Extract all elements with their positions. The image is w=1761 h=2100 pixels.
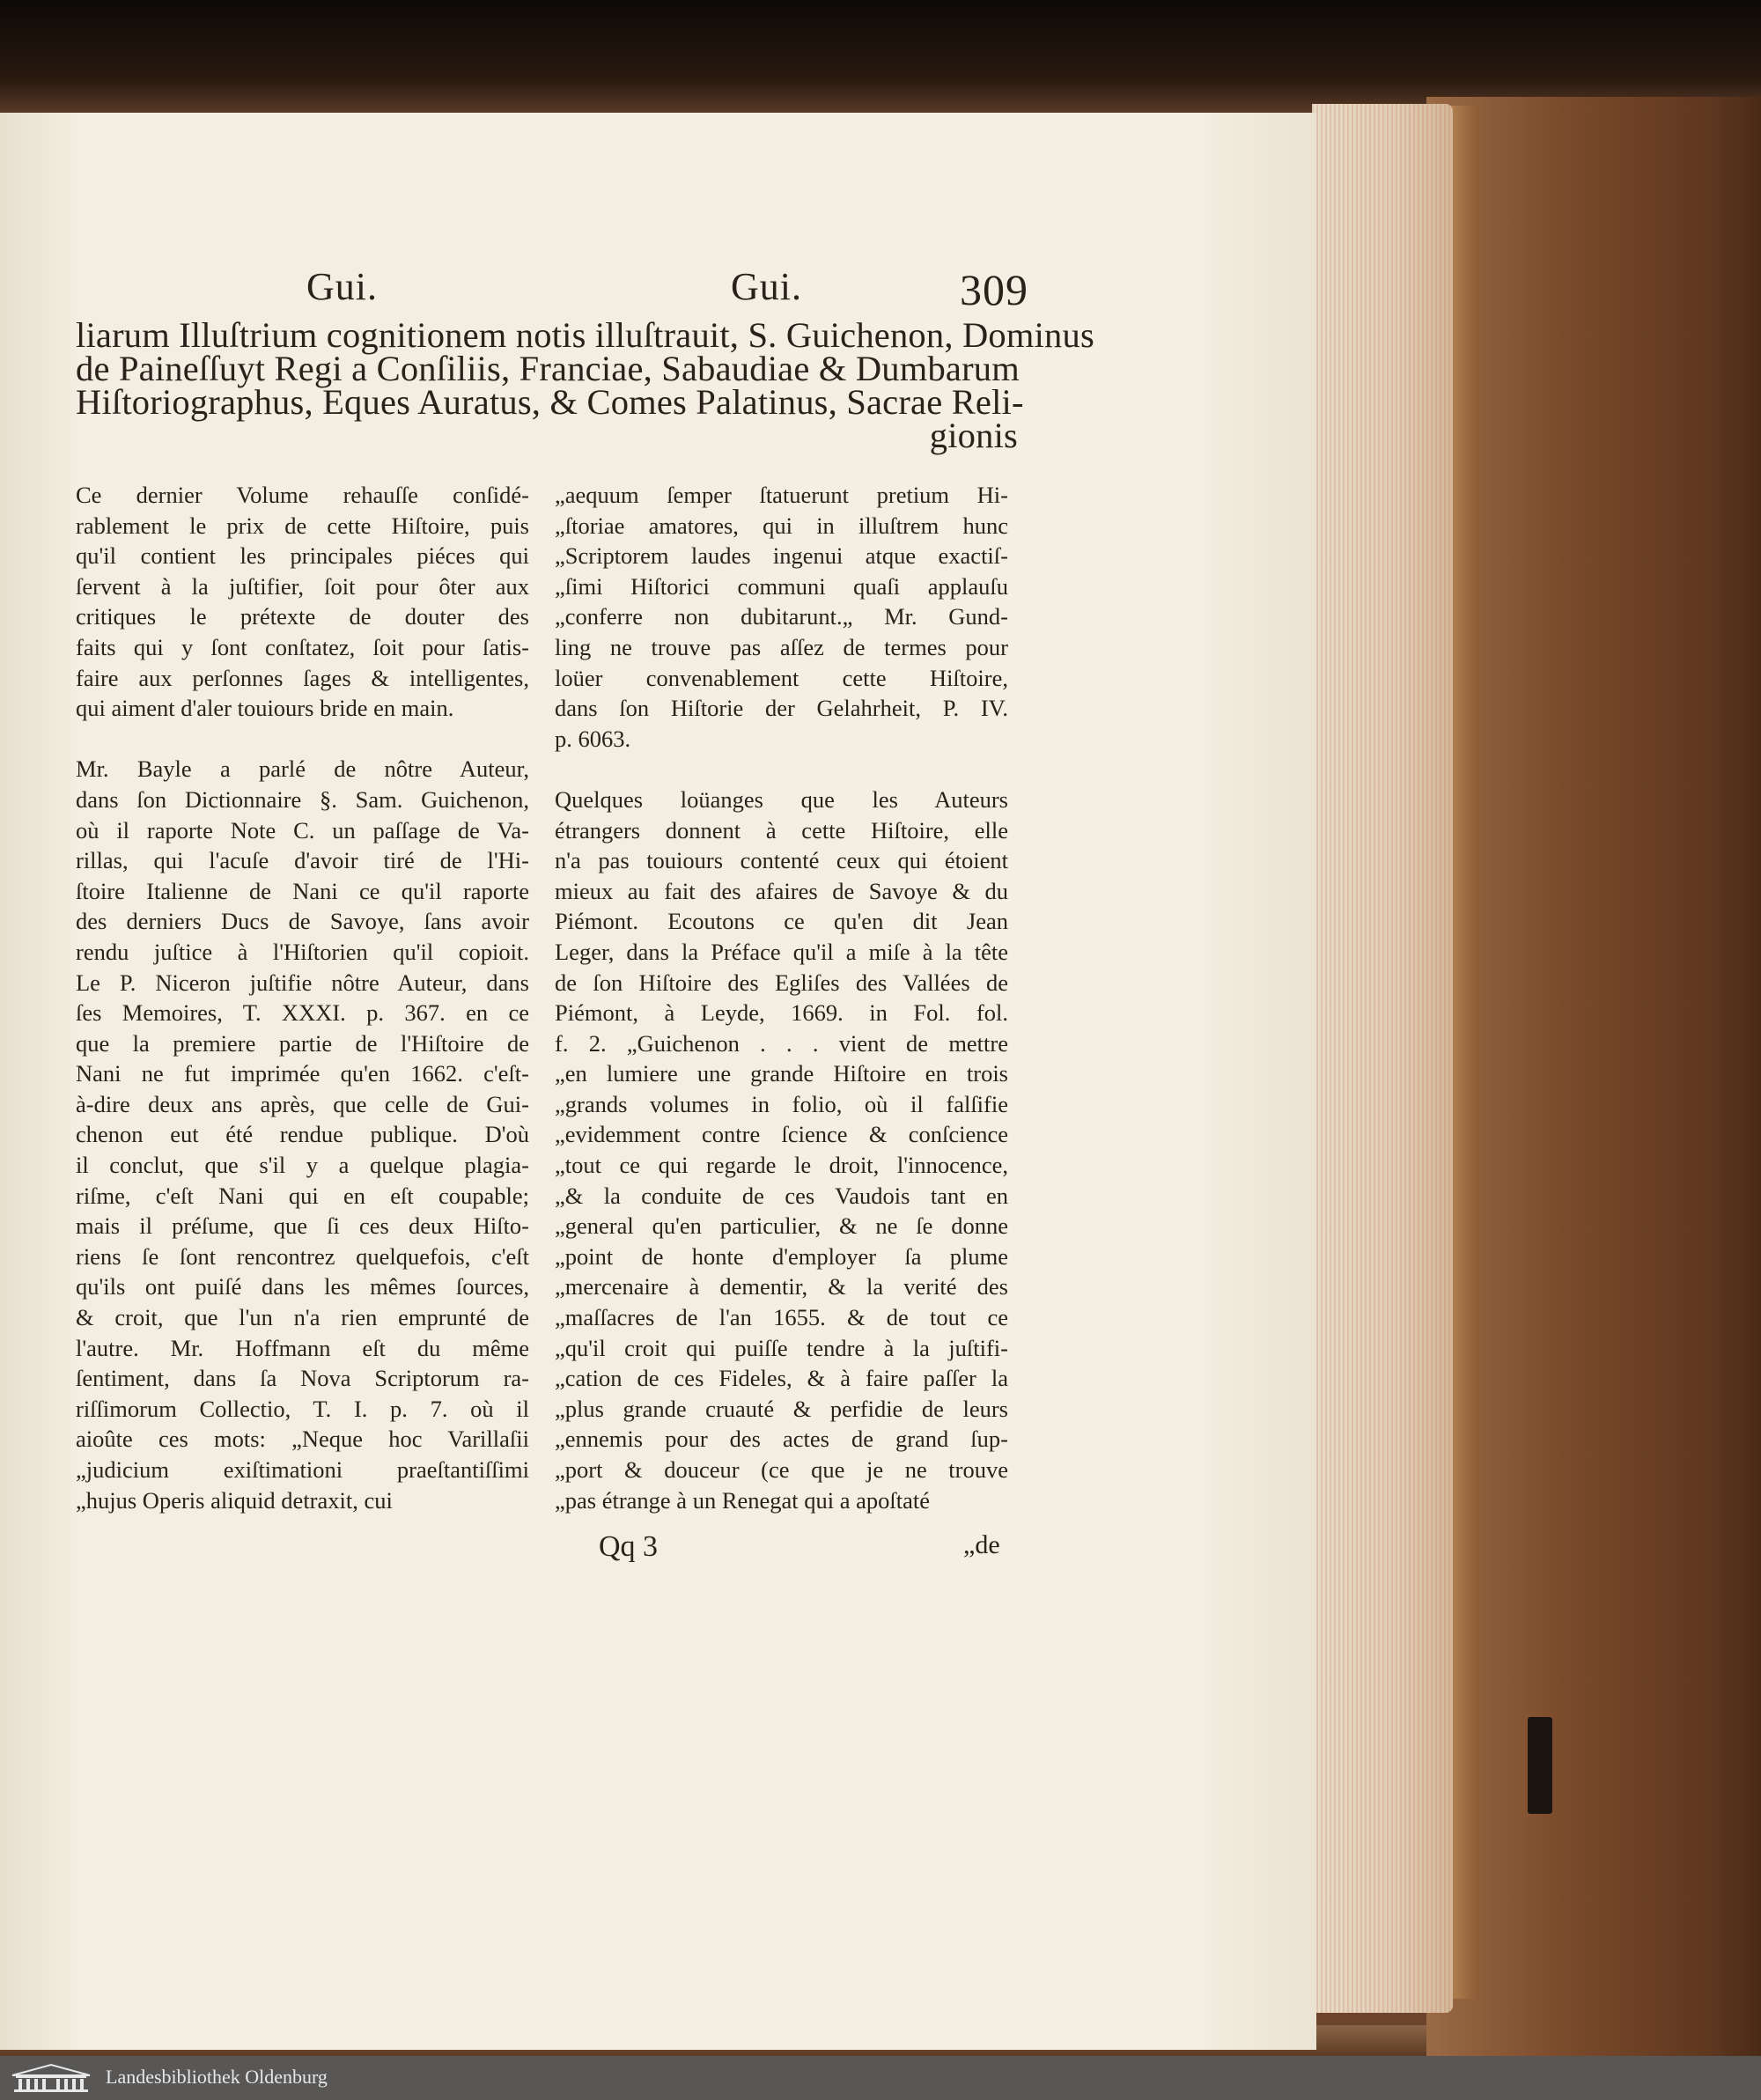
text-line: ſes Memoires, T. XXXI. p. 367. en ce [76,999,529,1027]
running-head [264,264,1028,317]
text-line: & croit, que l'un n'a rien emprunté de [76,1304,529,1331]
text-line: n'a pas touiours contenté ceux qui étoient [555,847,1008,874]
running-head-center: Gui. [731,265,802,308]
text-line: „evidemment contre ſcience & conſcience [555,1121,1008,1148]
library-name: Landesbibliothek Oldenburg [106,2066,328,2088]
text-line: rillas, qui l'acuſe d'avoir tiré de l'Hi- [76,847,529,874]
paragraph-gap [76,724,529,755]
text-line: aioûte ces mots: „Neque hoc Varillaſii [76,1426,529,1453]
running-head-left: Gui. [306,265,378,308]
text-line: Piémont, à Leyde, 1669. in Fol. fol. [555,999,1008,1027]
text-line: rablement le prix de cette Hiſtoire, puis [76,512,529,539]
text-line: p. 6063. [555,725,631,752]
paragraph-gap [555,754,1008,785]
text-line: faits qui y ſont conſtatez, ſoit pour ſatis- [76,633,529,660]
text-line: Leger, dans la Préface qu'il a miſe à la tête [555,938,1008,965]
text-line: qu'il contient les principales piéces qui [76,542,529,570]
text-line: „point de honte d'employer ſa plume [555,1242,1008,1270]
text-line: qui aiment d'aler touiours bride en main. [76,695,454,722]
text-line: des derniers Ducs de Savoye, ſans avoir [76,908,529,935]
text-line: Le P. Niceron juſtifie nôtre Auteur, dans [76,969,529,996]
text-line: „general qu'en particulier, & ne ſe donne [555,1212,1008,1240]
text-line: „ennemis pour des actes de grand ſup- [555,1426,1008,1453]
text-line: „hujus Operis aliquid detraxit, cui [76,1486,393,1514]
lead-line: liarum Illuſtrium cognitionem notis illuſtrauit, S. Guichenon, Dominus [76,315,1094,355]
text-line: „cation de ces Fideles, & à faire paſſer la [555,1365,1008,1392]
text-line: critiques le prétexte de douter des [76,603,529,630]
text-line: à-dire deux ans après, que celle de Gui- [76,1090,529,1117]
text-line: dans ſon Dictionnaire §. Sam. Guichenon, [76,785,529,813]
text-line: étrangers donnent à cette Hiſtoire, elle [555,816,1008,844]
text-line: „judicium exiſtimationi praeſtantiſſimi [76,1456,529,1483]
text-line: chenon eut été rendue publique. D'où [76,1121,529,1148]
page-edges [1312,104,1453,2013]
signature-mark: Qq 3 [599,1530,659,1563]
text-line: où il raporte Note C. un paſſage de Va- [76,816,529,844]
lead-paragraph [76,315,1094,455]
page-number: 309 [960,265,1028,314]
text-line: qu'ils ont puiſé dans les mêmes ſources, [76,1273,529,1301]
bookmark-ribbon [1528,1717,1552,1814]
text-line: „grands volumes in folio, où il falſifie [555,1090,1008,1117]
text-line: riens ſe ſont rencontrez quelquefois, c'eſt [76,1242,529,1270]
text-line: f. 2. „Guichenon . . . vient de mettre [555,1029,1008,1057]
text-line: „ſimi Hiſtorici communi quaſi applauſu [555,572,1008,600]
lead-line: gionis [929,416,1018,455]
text-line: riſſimorum Collectio, T. I. p. 7. où il [76,1395,529,1422]
text-line: ſentiment, dans ſa Nova Scriptorum ra- [76,1365,529,1392]
left-column [76,480,529,1515]
text-line: de ſon Hiſtoire des Egliſes des Vallées de [555,969,1008,996]
text-line: Ce dernier Volume rehauſſe conſidé- [76,482,529,508]
text-line: l'autre. Mr. Hoffmann eſt du même [76,1334,529,1361]
text-line: mais il préſume, que ſi ces deux Hiſto- [76,1212,529,1240]
text-line: „plus grande cruauté & perfidie de leurs [555,1395,1008,1422]
text-line: „en lumiere une grande Hiſtoire en trois [555,1060,1008,1087]
paragraph [555,480,1008,754]
text-line: „maſſacres de l'an 1655. & de tout ce [555,1304,1008,1331]
text-line: que la premiere partie de l'Hiſtoire de [76,1029,529,1057]
text-line: „pas étrange à un Renegat qui a apoſtaté [555,1486,931,1514]
text-line: Quelques loüanges que les Auteurs [555,785,1008,813]
text-line: „port & douceur (ce que je ne trouve [555,1456,1008,1483]
text-line: faire aux perſonnes ſages & intelligentes, [76,664,529,691]
text-line: „qu'il croit qui puiſſe tendre à la juſtifi- [555,1334,1008,1361]
library-building-icon [11,2063,92,2093]
text-line: „Scriptorem laudes ingenui atque exactiſ- [555,542,1008,570]
paragraph [555,785,1008,1515]
paragraph [76,480,529,724]
text-line: il conclut, que s'il y a quelque plagia- [76,1152,529,1179]
text-line: ſervent à la juſtifier, ſoit pour ôter aux [76,572,529,600]
right-column [555,480,1008,1515]
text-line: Piémont. Ecoutons ce qu'en dit Jean [555,908,1008,935]
text-line: „tout ce qui regarde le droit, l'innocence, [555,1152,1008,1179]
footer-bar [0,2056,1761,2100]
text-line: riſme, c'eſt Nani qui en eſt coupable; [76,1182,529,1209]
catchword: „de [963,1530,1000,1559]
text-line: ling ne trouve pas aſſez de termes pour [555,633,1008,660]
paragraph [76,754,529,1515]
text-line: mieux au fait des afaires de Savoye & du [555,877,1008,904]
lead-line: de Paineſſuyt Regi a Conſiliis, Franciae, Sabaudiae & Dumbarum [76,349,1020,388]
text-line: rendu juſtice à l'Hiſtorien qu'il copioit. [76,938,529,965]
text-line: loüer convenablement cette Hiſtoire, [555,664,1008,691]
text-line: Mr. Bayle a parlé de nôtre Auteur, [76,755,529,783]
text-line: „conferre non dubitarunt.„ Mr. Gund- [555,603,1008,630]
lead-line: Hiſtoriographus, Eques Auratus, & Comes Palatinus, Sacrae Reli- [76,382,1024,422]
text-line: „& la conduite de ces Vaudois tant en [555,1182,1008,1209]
text-line: ſtoire Italienne de Nani ce qu'il raporte [76,877,529,904]
text-line: „mercenaire à dementir, & la verité des [555,1273,1008,1301]
text-line: „ſtoriae amatores, qui in illuſtrem hunc [555,512,1008,539]
text-line: Nani ne fut imprimée qu'en 1662. c'eſt- [76,1060,529,1087]
text-line: „aequum ſemper ſtatuerunt pretium Hi- [555,482,1008,508]
text-line: dans ſon Hiſtorie der Gelahrheit, P. IV. [555,695,1008,722]
